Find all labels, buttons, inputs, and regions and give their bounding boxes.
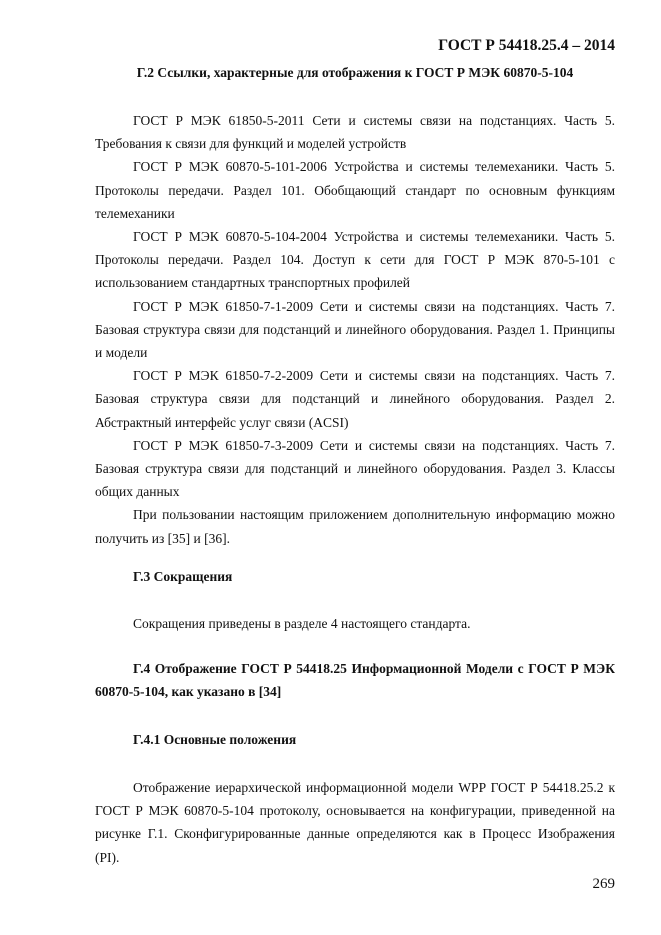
reference-paragraph: ГОСТ Р МЭК 61850-7-2-2009 Сети и системы связи на подстанциях. Часть 7. Базовая структура связи для подстанций и линейного оборудования. Раздел 2. Абстрактный интерфейс услуг связи (ACSI) <box>95 368 615 430</box>
reference-paragraph: ГОСТ Р МЭК 61850-7-1-2009 Сети и системы связи на подстанциях. Часть 7. Базовая структура связи для подстанций и линейного оборудования. Раздел 1. Принципы и модели <box>95 298 615 361</box>
reference-paragraph: ГОСТ Р МЭК 61850-5-2011 Сети и системы связи на подстанциях. Часть 5. Требования к связи для функций и моделей устройств <box>95 113 615 152</box>
reference-paragraph: ГОСТ Р МЭК 61850-7-3-2009 Сети и системы связи на подстанциях. Часть 7. Базовая структура связи для подстанций и линейного оборудования. Раздел 3. Классы общих данных <box>95 437 615 500</box>
reference-paragraph: ГОСТ Р МЭК 60870-5-101-2006 Устройства и системы телемеханики. Часть 5. Протоколы передачи. Раздел 101. Обобщающий стандарт по основным функциям телемеханики <box>95 159 615 221</box>
reference-paragraph: ГОСТ Р МЭК 60870-5-104-2004 Устройства и системы телемеханики. Часть 5. Протоколы передачи. Раздел 104. Доступ к сети для ГОСТ Р МЭК 870-5-101 с использованием стандартных транспортных профилей <box>95 229 615 291</box>
section-g41-heading: Г.4.1 Основные положения <box>133 732 297 747</box>
section-g2-heading: Г.2 Ссылки, характерные для отображения к ГОСТ Р МЭК 60870-5-104 <box>136 65 574 80</box>
info-paragraph: При пользовании настоящим приложением дополнительную информацию можно получить из [35] и [36]. <box>95 507 615 546</box>
section-g3-text: Сокращения приведены в разделе 4 настоящего стандарта. <box>133 616 471 631</box>
page-number: 269 <box>592 876 615 892</box>
document-header: ГОСТ Р 54418.25.4 – 2014 <box>438 37 615 54</box>
section-g4-heading: Г.4 Отображение ГОСТ Р 54418.25 Информационной Модели с ГОСТ Р МЭК 60870-5-104, как указано в [34] <box>95 661 615 700</box>
section-g3-heading: Г.3 Сокращения <box>133 569 233 584</box>
section-g41-text: Отображение иерархической информационной модели WPP ГОСТ Р 54418.25.2 к ГОСТ Р МЭК 60870-5-104 протоколу, основывается на конфигурации, приведенной на рисунке Г.1. Сконфигурированные данные определяются как в Процесс Изображения (PI). <box>95 780 615 865</box>
section-g2-body <box>95 109 615 550</box>
